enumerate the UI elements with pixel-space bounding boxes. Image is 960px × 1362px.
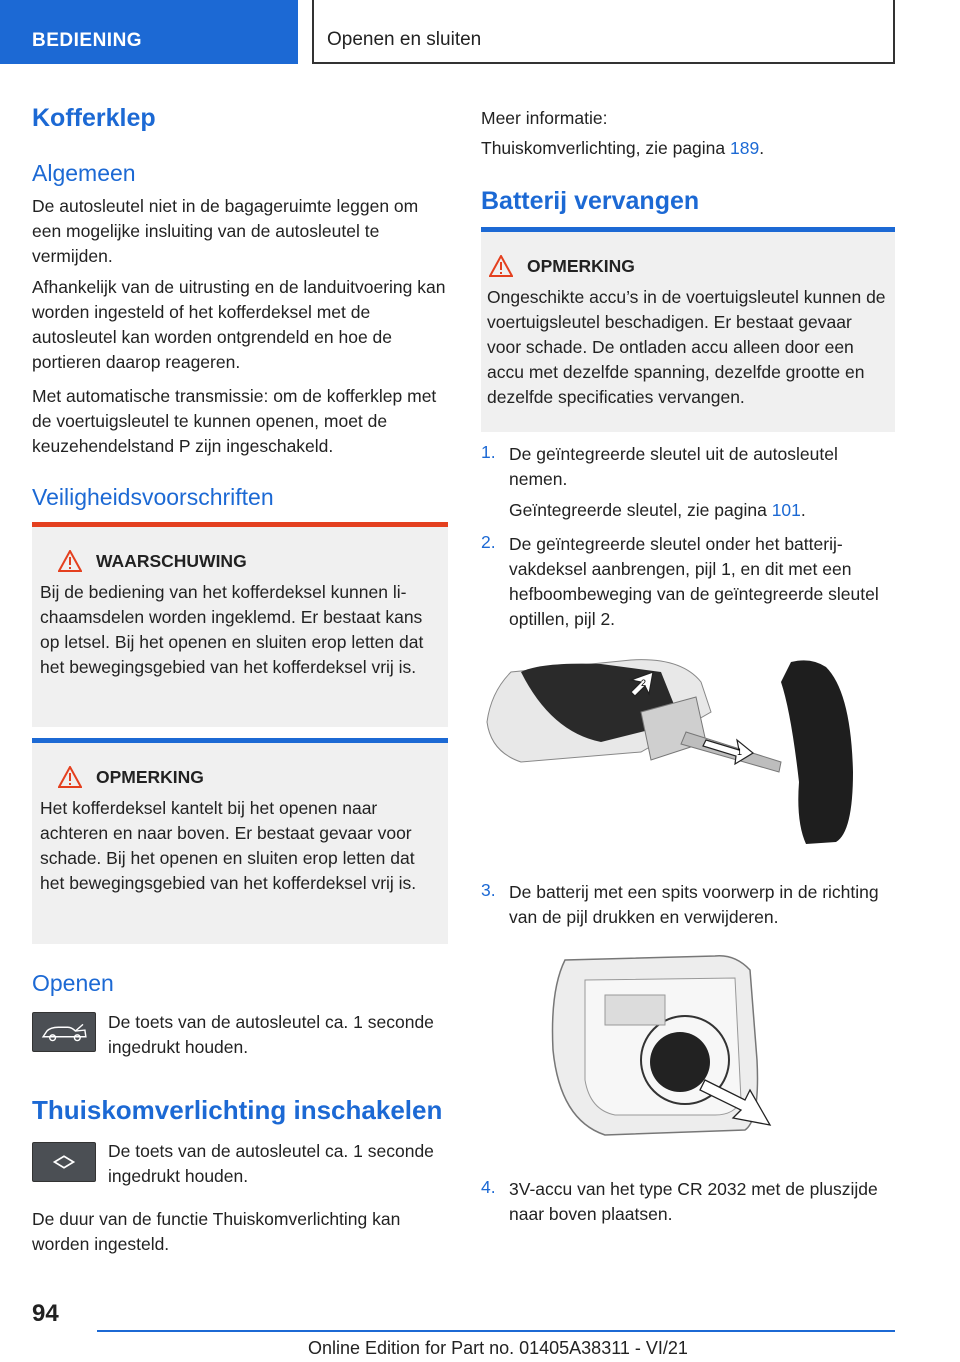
car-trunk-icon (33, 1013, 95, 1051)
heading-thuiskomverlichting: Thuiskomverlichting inschakelen (32, 1095, 443, 1125)
step-text: De geïntegreerde sleutel uit de autosleutel nemen. (509, 444, 838, 489)
key-removal-figure (481, 652, 891, 852)
step-number: 2. (481, 532, 496, 552)
light-key-button (32, 1142, 96, 1182)
page-number: 94 (32, 1300, 59, 1327)
home-paragraph: De duur van de functie Thuiskomverlichting kan worden ingesteld. (32, 1209, 401, 1254)
paragraph-1: De autosleutel niet in de bagageruimte leggen om een mogelijke insluiting van de autosleutel te vermijden. (32, 196, 419, 266)
footer-divider (97, 1330, 895, 1332)
home-reference-link[interactable]: 189 (730, 138, 760, 158)
subheading-openen: Openen (32, 970, 114, 996)
step-number: 1. (481, 442, 496, 462)
section-label: BEDIENING (0, 0, 298, 64)
note-label: OPMERKING (96, 766, 204, 787)
step-text: 3V-accu van het type CR 2032 met de pluszijde naar boven plaatsen. (509, 1179, 878, 1224)
note-label: OPMERKING (527, 255, 635, 276)
note-box-left (32, 738, 448, 944)
warning-triangle-icon (58, 550, 82, 572)
diamond-light-icon (33, 1143, 95, 1181)
subheading-algemeen: Algemeen (32, 160, 136, 186)
heading-kofferklep: Kofferklep (32, 104, 156, 132)
step1-reference-link[interactable]: 101 (771, 500, 801, 520)
paragraph-2: Afhankelijk van de uitrusting en de landuitvoering kan worden ingesteld of het kofferdeksel met de autosleutel kan worden ontgrendeld en hoe de portieren daarop reageren. (32, 277, 446, 372)
arrow-label-2: 2 (641, 678, 647, 688)
footer-edition: Online Edition for Part no. 01405A38311 - VI/21 (308, 1338, 688, 1358)
warning-box (32, 522, 448, 727)
step1-reference: Geïntegreerde sleutel, zie pagina 101. (509, 500, 806, 520)
battery-removal-figure (545, 950, 785, 1150)
trunk-key-button (32, 1012, 96, 1052)
subheading-veiligheid: Veiligheidsvoorschriften (32, 484, 274, 510)
open-instruction: De toets van de autosleutel ca. 1 seconde ingedrukt houden. (108, 1012, 434, 1057)
note-header (481, 232, 895, 277)
home-reference: Thuiskomverlichting, zie pagina 189. (481, 138, 765, 158)
arrow-label-1: 1 (737, 747, 743, 757)
warning-label: WAARSCHUWING (96, 550, 247, 571)
step-text: De batterij met een spits voorwerp in de richting van de pijl drukken en verwijderen. (509, 882, 879, 927)
more-info-label: Meer informatie: (481, 108, 608, 128)
chapter-title: Openen en sluiten (312, 0, 895, 64)
note-text: Ongeschikte accu’s in de voertuigsleutel kunnen de voertuigsleutel beschadigen. Er bestaat gevaar voor schade. De ontladen accu alleen door een accu met dezelfde spanning, dezelfde grootte en dezelfde specificaties vervangen. (487, 287, 886, 407)
step-number: 4. (481, 1177, 496, 1197)
warning-header (32, 527, 448, 572)
note-box-right (481, 227, 895, 432)
step-text: De geïntegreerde sleutel onder het batterijvakdeksel aanbrengen, pijl 1, en dit met een hefboombeweging van de geïntegreerde sleutel optillen, pijl 2. (509, 534, 879, 629)
home-reference-text: Thuiskomverlichting, zie pagina (481, 138, 726, 158)
step1-reference-text: Geïntegreerde sleutel, zie pagina (509, 500, 767, 520)
note-text: Het kofferdeksel kantelt bij het openen naar achteren en naar boven. Er bestaat gevaar voor schade. Bij het openen en sluiten erop letten dat het bewegingsgebied van het kofferdeksel vrij is. (40, 798, 417, 893)
home-instruction: De toets van de autosleutel ca. 1 seconde ingedrukt houden. (108, 1141, 434, 1186)
step-number: 3. (481, 880, 496, 900)
warning-triangle-icon (58, 766, 82, 788)
paragraph-3: Met automatische transmissie: om de kofferklep met de voertuigsleutel te kunnen openen, moet de keuzehendelstand P zijn ingeschakeld. (32, 386, 437, 456)
heading-batterij: Batterij vervangen (481, 187, 700, 215)
note-header (32, 743, 448, 788)
warning-text: Bij de bediening van het kofferdeksel kunnen lichaamsdelen worden ingeklemd. Er bestaat kans op letsel. Bij het openen en sluiten erop letten dat het bewegingsgebied van het kofferdeksel vrij is. (40, 582, 424, 677)
warning-triangle-icon (489, 255, 513, 277)
